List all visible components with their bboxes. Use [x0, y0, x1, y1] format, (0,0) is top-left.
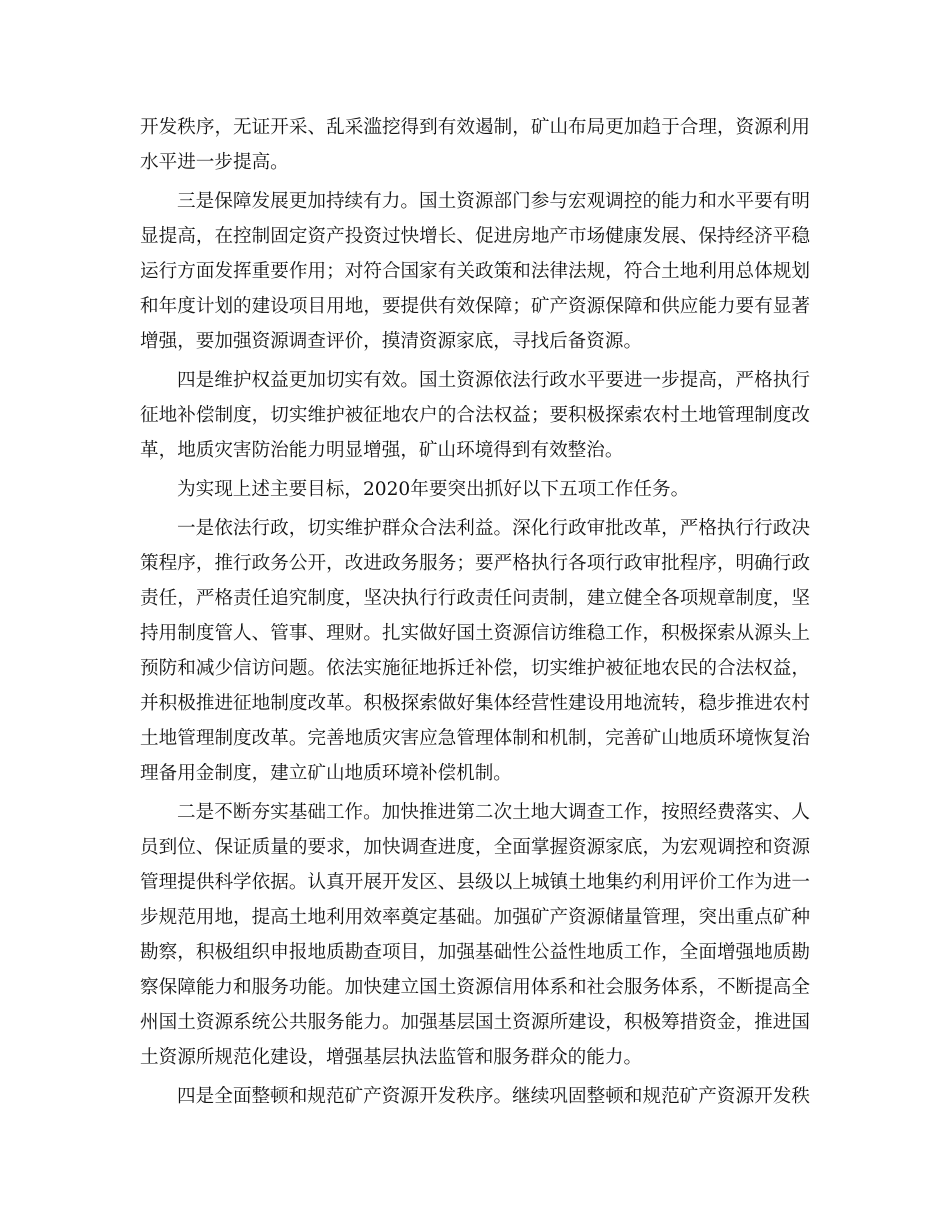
text-line: 察保障能力和服务功能。加快建立国土资源信用体系和社会服务体系，不断提高全 — [140, 977, 810, 998]
text-line: 员到位、保证质量的要求，加快调查进度，全面掌握资源家底，为宏观调控和资源 — [140, 837, 810, 858]
text-line: 革，地质灾害防治能力明显增强，矿山环境得到有效整治。 — [140, 440, 624, 461]
paragraph — [140, 184, 810, 359]
text-line: 预防和减少信访问题。依法实施征地拆迁补偿，切实维护被征地农民的合法权益， — [140, 658, 810, 679]
text-line: 理备用金制度，建立矿山地质环境补偿机制。 — [140, 763, 512, 784]
text-line: 土资源所规范化建设，增强基层执法监管和服务群众的能力。 — [140, 1047, 643, 1068]
text-line: 四是维护权益更加切实有效。国土资源依法行政水平要进一步提高，严格执行 — [177, 370, 810, 391]
text-line: 运行方面发挥重要作用；对符合国家有关政策和法律法规，符合土地利用总体规划 — [140, 261, 810, 282]
text-line: 和年度计划的建设项目用地，要提供有效保障；矿产资源保障和供应能力要有显著 — [140, 296, 810, 317]
text-line: 开发秩序，无证开采、乱采滥挖得到有效遏制，矿山布局更加趋于合理，资源利用 — [140, 117, 810, 138]
text-line: 二是不断夯实基础工作。加快推进第二次土地大调查工作，按照经费落实、人 — [177, 802, 810, 823]
text-line: 四是全面整顿和规范矿产资源开发秩序。继续巩固整顿和规范矿产资源开发秩 — [177, 1086, 810, 1107]
paragraph — [140, 1079, 810, 1114]
text-line: 并积极推进征地制度改革。积极探索做好集体经营性建设用地流转，稳步推进农村 — [140, 693, 810, 714]
text-line: 土地管理制度改革。完善地质灾害应急管理体制和机制，完善矿山地质环境恢复治 — [140, 728, 810, 749]
text-line: 持用制度管人、管事、理财。扎实做好国土资源信访维稳工作，积极探索从源头上 — [140, 623, 810, 644]
text-line: 三是保障发展更加持续有力。国土资源部门参与宏观调控的能力和水平要有明 — [177, 191, 810, 212]
text-line: 策程序，推行政务公开，改进政务服务；要严格执行各项行政审批程序，明确行政 — [140, 553, 810, 574]
paragraph — [140, 363, 810, 468]
text-line: 州国土资源系统公共服务能力。加强基层国土资源所建设，积极筹措资金，推进国 — [140, 1012, 810, 1033]
text-line: 一是依法行政，切实维护群众合法利益。深化行政审批改革，严格执行行政决 — [177, 518, 810, 539]
text-line: 步规范用地，提高土地利用效率奠定基础。加强矿产资源储量管理，突出重点矿种 — [140, 907, 810, 928]
paragraph — [140, 110, 810, 180]
text-line: 管理提供科学依据。认真开展开发区、县级以上城镇土地集约利用评价工作为进一 — [140, 872, 810, 893]
text-line: 增强，要加强资源调查评价，摸清资源家底，寻找后备资源。 — [140, 331, 643, 352]
paragraph — [140, 795, 810, 1075]
text-line: 水平进一步提高。 — [140, 152, 289, 173]
paragraph — [140, 472, 810, 507]
text-line: 显提高，在控制固定资产投资过快增长、促进房地产市场健康发展、保持经济平稳 — [140, 226, 810, 247]
document-page — [140, 110, 810, 1114]
text-line: 责任，严格责任追究制度，坚决执行行政责任问责制，建立健全各项规章制度，坚 — [140, 588, 810, 609]
text-line: 勘察，积极组织申报地质勘查项目，加强基础性公益性地质工作，全面增强地质勘 — [140, 942, 810, 963]
text-line: 征地补偿制度，切实维护被征地农户的合法权益；要积极探索农村土地管理制度改 — [140, 405, 810, 426]
paragraph — [140, 511, 810, 791]
text-line: 为实现上述主要目标，2020年要突出抓好以下五项工作任务。 — [177, 479, 690, 500]
